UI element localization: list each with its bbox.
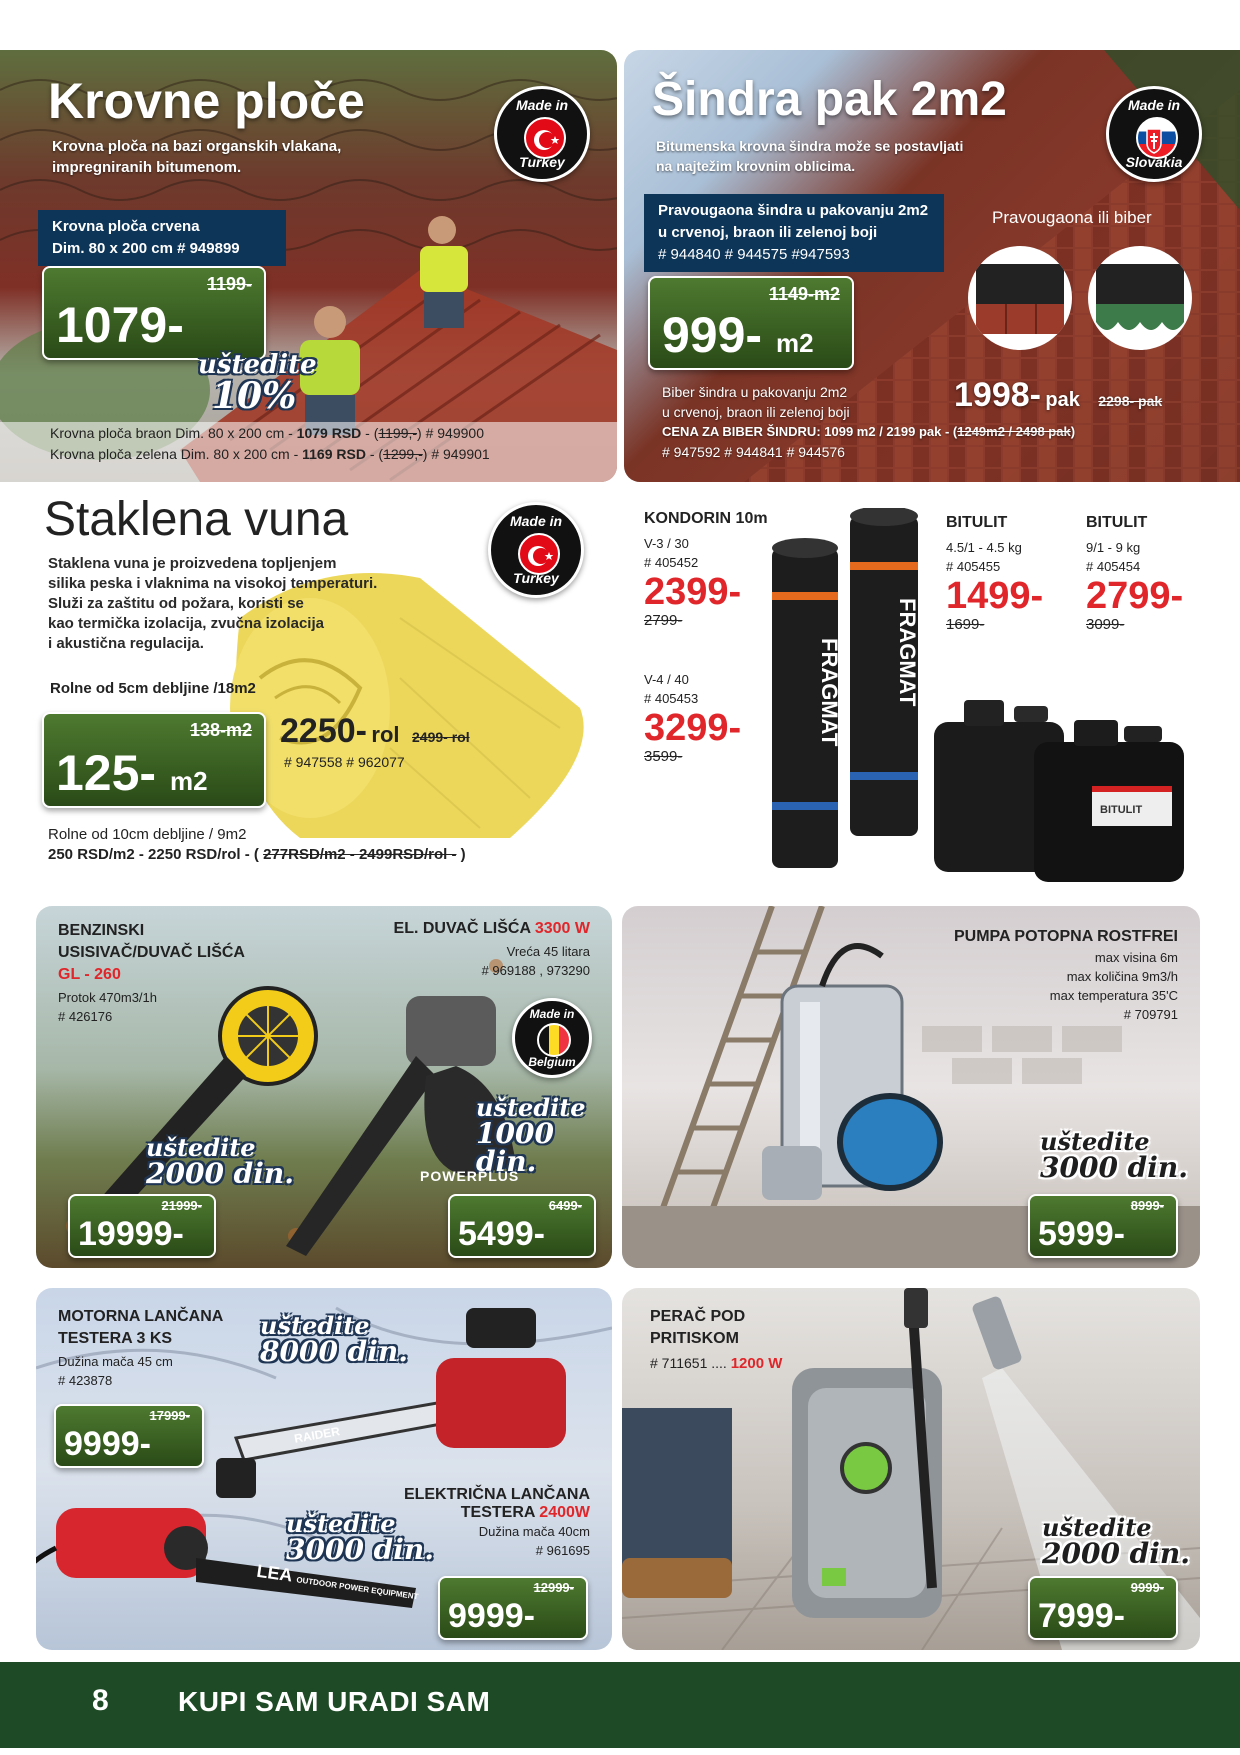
vuna-desc-line: Staklena vuna je proizvedena topljenjem [48, 555, 337, 572]
panel-staklena-vuna [0, 488, 620, 888]
vuna-price-box [42, 712, 266, 808]
panel-testera [36, 1288, 612, 1650]
bitulit-price-1: 1499- [946, 575, 1044, 617]
nozzle [971, 1295, 1023, 1371]
badge-made-in: Made in [515, 97, 569, 113]
vuna-desc-line: i akustična regulacija. [48, 635, 204, 652]
testera-title-1: MOTORNA LANČANA [58, 1308, 224, 1325]
rect-shingle-thumb [968, 246, 1072, 350]
el-duvac-price-box [448, 1194, 596, 1258]
made-in-turkey-badge [488, 502, 584, 598]
lea-brand-sub: OUTDOOR POWER EQUIPMENT [295, 1575, 419, 1602]
savings-value: 10% [212, 375, 297, 417]
powerplus-brand: POWERPLUS [420, 1168, 520, 1184]
bitulit-price-2: 2799- [1086, 575, 1184, 617]
variant-text: Krovna ploča zelena Dim. 80 x 200 cm - [50, 446, 303, 462]
badge-country: Slovakia [1125, 154, 1183, 170]
badge-made-in: Made in [509, 513, 563, 529]
savings-word: uštedite [1040, 1127, 1150, 1156]
belgium-flag-icon [537, 1023, 571, 1057]
price-unit: m2 [775, 328, 814, 358]
footer-bar [0, 1662, 1240, 1748]
shape-label: Pravougaona ili biber [992, 208, 1152, 227]
pumpa-savings [1040, 1127, 1188, 1184]
usisivac-model: GL - 260 [58, 966, 121, 983]
bitulit-info-2 [1086, 514, 1183, 633]
krovne-box-line-1: Krovna ploča crvena [52, 218, 200, 235]
kondorin-code-1: # 405452 [644, 555, 699, 570]
rol-price [280, 712, 470, 751]
savings-label [198, 350, 317, 417]
kondorin-variant-2: V-4 / 40 [644, 672, 689, 687]
perac-price-box [1028, 1576, 1178, 1640]
el-testera-mac: Dužina mača 40cm [478, 1524, 590, 1539]
price: 5999- [1038, 1215, 1125, 1253]
biber-codes: # 947592 # 944841 # 944576 [662, 444, 845, 460]
vuna-codes: # 947558 # 962077 [284, 754, 405, 770]
price-unit: m2 [169, 766, 208, 796]
price: 19999- [78, 1215, 184, 1253]
savings-value: 1000 din. [476, 1117, 554, 1178]
page-title-krovne: Krovne ploče [48, 73, 365, 129]
savings-word: uštedite [198, 350, 317, 380]
price-value: 125- [56, 745, 157, 801]
sindra-info-box [644, 194, 944, 272]
panel-pumpa [622, 906, 1200, 1268]
variant-code: ) # 949901 [422, 446, 490, 462]
slovakia-flag-icon [1136, 117, 1178, 159]
krovne-desc-1: Krovna ploča na bazi organskih vlakana, [52, 138, 342, 155]
biber-old-price: 1249m2 / 2498 pak [957, 424, 1071, 439]
usisivac-title [58, 920, 245, 986]
rolne-old-price: 277RSD/m2 - 2499RSD/rol - [263, 846, 457, 863]
kondorin-variant-1: V-3 / 30 [644, 536, 689, 551]
variant-text: - ( [361, 425, 379, 441]
usisivac-specs [58, 988, 157, 1026]
pak-old-price: 2298- pak [1098, 393, 1163, 409]
svg-text:FRAGMAT: FRAGMAT [895, 598, 920, 707]
bitulit-spec-1: 4.5/1 - 4.5 kg [946, 540, 1022, 555]
panel-sindra [624, 50, 1240, 482]
old-price: 6499- [548, 1198, 582, 1213]
savings-value: 3000 din. [286, 1533, 434, 1566]
sindra-desc-1: Bitumenska krovna šindra može se postavljati [656, 138, 964, 154]
biber-line-1: Biber šindra u pakovanju 2m2 [662, 384, 848, 400]
rolne-10cm-price [48, 846, 466, 863]
perac-watt: 1200 W [730, 1355, 783, 1372]
rolne-5cm-label: Rolne od 5cm debljine /18m2 [50, 680, 256, 697]
bitulit-title-1: BITULIT [946, 514, 1008, 531]
bitulit-title-2: BITULIT [1086, 514, 1148, 531]
perac-code: # 711651 .... [650, 1355, 731, 1371]
krovne-info-box [38, 210, 286, 266]
old-price: 1149-m2 [768, 284, 840, 304]
variant-text: - ( [365, 446, 384, 462]
old-price: 1199- [206, 274, 252, 294]
made-in-turkey-badge [494, 86, 590, 182]
bitulit-code-1: # 405455 [946, 559, 1001, 574]
testera-title [58, 1306, 223, 1350]
testera-mac: Dužina mača 45 cm [58, 1354, 173, 1369]
krovne-box-line-2: Dim. 80 x 200 cm # 949899 [52, 240, 240, 257]
perac-savings [1042, 1513, 1190, 1570]
savings-word: uštedite [146, 1133, 256, 1162]
krovne-price-box [42, 266, 266, 360]
turkey-flag-icon [524, 117, 566, 159]
variant-price: 1169 RSD [302, 446, 366, 462]
biber-price-line [662, 422, 1075, 442]
usisivac-price-box [68, 1194, 216, 1258]
bitulit-spec-2: 9/1 - 9 kg [1086, 540, 1141, 555]
savings-word: uštedite [286, 1509, 396, 1538]
kondorin-info-2 [644, 670, 741, 765]
el-testera-name: TESTERA [460, 1504, 540, 1521]
vuna-desc-line: Služi za zaštitu od požara, koristi se [48, 595, 304, 612]
price [662, 306, 814, 364]
old-price: 9999- [1130, 1580, 1164, 1595]
panel-kondorin-bitulit [624, 500, 1240, 890]
el-testera-watt: 2400W [539, 1504, 590, 1521]
price: 9999- [448, 1597, 535, 1635]
page-number: 8 [92, 1684, 109, 1717]
usisivac-protok: Protok 470m3/1h [58, 990, 158, 1005]
kondorin-price-1: 2399- [644, 571, 742, 613]
el-duvac-vreca: Vreća 45 litara [506, 944, 590, 959]
variant-old-price: 1199,- [378, 425, 418, 441]
bitulit-canister-label: BITULIT [1100, 804, 1143, 816]
variant-price: 1079 RSD [296, 425, 362, 441]
price: 1079- [56, 297, 184, 353]
bitulit-old-price-2: 3099- [1086, 616, 1125, 633]
krovne-desc-2: impregniranih bitumenom. [52, 159, 242, 176]
rol-price-unit: rol [371, 722, 400, 747]
rolne-price-text: ) [456, 846, 466, 863]
el-duvac-codes: # 969188 , 973290 [481, 963, 590, 978]
biber-price-text: ) [1070, 424, 1076, 439]
page-title-sindra: Šindra pak 2m2 [652, 73, 1007, 126]
old-price: 21999- [161, 1198, 202, 1213]
old-price: 17999- [149, 1408, 190, 1423]
washer-unit [792, 1288, 942, 1618]
savings-word: uštedite [476, 1093, 586, 1122]
biber-info [662, 382, 1075, 462]
el-testera-title-1: ELEKTRIČNA LANČANA [403, 1486, 590, 1503]
footer-slogan: KUPI SAM URADI SAM [178, 1686, 491, 1717]
badge-made-in: Made in [529, 1007, 575, 1021]
testera-savings [260, 1311, 408, 1368]
made-in-slovakia-badge [1106, 86, 1202, 182]
bitulit-info-1 [946, 514, 1043, 633]
lea-brand-name: LEA [255, 1560, 294, 1586]
made-in-belgium-badge [512, 998, 592, 1078]
usisivac-title-1: BENZINSKI [58, 922, 145, 939]
kondorin-old-price-2: 3599- [644, 748, 683, 765]
badge-made-in: Made in [1127, 97, 1181, 113]
submersible-pump [762, 946, 940, 1200]
vuna-desc-line: silika peska i vlaknima na visokoj temperaturi. [48, 575, 378, 592]
pumpa-code: # 709791 [1123, 1007, 1178, 1022]
sindra-desc-2: na najtežim krovnim oblicima. [656, 158, 856, 174]
el-duvac-specs [482, 942, 590, 980]
bitulit-code-2: # 405454 [1086, 559, 1141, 574]
kondorin-old-price-1: 2799- [644, 612, 683, 629]
panel-usisivac [36, 906, 612, 1268]
savings-value: 3000 din. [1040, 1151, 1188, 1184]
sindra-box-line-3: # 944840 # 944575 #947593 [658, 246, 850, 263]
worker-figure-2 [420, 216, 468, 328]
testera-price-box [54, 1404, 204, 1468]
testera-specs [58, 1352, 173, 1390]
el-testera-savings [286, 1509, 434, 1566]
pumpa-info [954, 928, 1178, 1024]
panel-perac [622, 1288, 1200, 1650]
el-duvac-watt: 3300 W [534, 920, 590, 937]
usisivac-title-2: USISIVAČ/DUVAČ LIŠĆA [58, 944, 245, 961]
badge-country: Turkey [513, 570, 559, 586]
el-duvac-name: EL. DUVAČ LIŠĆA [393, 920, 535, 937]
price [56, 744, 208, 802]
rolne-price-text: 250 RSD/m2 - 2250 RSD/rol - ( [48, 846, 264, 863]
kondorin-code-2: # 405453 [644, 691, 699, 706]
bitulit-old-price-1: 1699- [946, 616, 985, 633]
pumpa-price-box [1028, 1194, 1178, 1258]
perac-title-2: PRITISKOM [650, 1330, 739, 1347]
vuna-description [48, 554, 377, 654]
testera-code: # 423878 [58, 1373, 113, 1388]
rol-price-value: 2250- [280, 712, 367, 750]
raider-brand: RAIDER [293, 1424, 341, 1446]
biber-line-2: u crvenoj, braon ili zelenoj boji [662, 404, 850, 420]
rolne-10cm-label: Rolne od 10cm debljine / 9m2 [48, 826, 247, 843]
pumpa-spec: max visina 6m [1094, 950, 1178, 965]
kondorin-title: KONDORIN 10m [644, 510, 768, 527]
bitulit-canister-image [924, 686, 1224, 886]
el-duvac-savings [476, 1093, 612, 1178]
rol-old-price: 2499- rol [412, 729, 470, 745]
pumpa-spec: max količina 9m3/h [1066, 969, 1178, 984]
savings-value: 2000 din. [1042, 1537, 1190, 1570]
variant-text: Krovna ploča braon Dim. 80 x 200 cm - [50, 425, 297, 441]
fragmat-rolls-image [764, 508, 944, 878]
el-testera-price-box [438, 1576, 588, 1640]
price: 9999- [64, 1425, 151, 1463]
svg-text:FRAGMAT: FRAGMAT [817, 638, 842, 747]
el-testera-code: # 961695 [535, 1543, 590, 1558]
kondorin-price-2: 3299- [644, 707, 742, 749]
usisivac-savings [146, 1133, 294, 1190]
price: 7999- [1038, 1597, 1125, 1635]
pumpa-title: PUMPA POTOPNA ROSTFREI [953, 928, 1178, 945]
savings-word: uštedite [260, 1311, 370, 1340]
pak-price-value: 1998- [954, 376, 1041, 414]
pak-price-unit: pak [1045, 389, 1080, 411]
savings-value: 8000 din. [260, 1335, 408, 1368]
biber-shingle-thumb [1088, 246, 1192, 350]
sindra-box-line-2: u crvenoj, braon ili zelenoj boji [658, 224, 878, 241]
usisivac-code: # 426176 [58, 1009, 113, 1024]
biber-price-text: CENA ZA BIBER ŠINDRU: 1099 m2 / 2199 pak - ( [662, 424, 958, 439]
krovne-variant-zelena [50, 445, 490, 464]
savings-value: 2000 din. [146, 1157, 294, 1190]
vuna-desc-line: kao termička izolacija, zvučna izolacija [48, 615, 324, 632]
old-price: 12999- [533, 1580, 574, 1595]
kondorin-info [644, 510, 768, 629]
savings-word: uštedite [1042, 1513, 1152, 1542]
variant-old-price: 1299,- [383, 446, 423, 462]
perac-title-1: PERAČ POD [650, 1308, 746, 1325]
testera-title-2: TESTERA 3 KS [58, 1330, 173, 1347]
worker-legs [622, 1408, 732, 1598]
perac-code-line [650, 1354, 782, 1373]
panel-krovne-ploce [0, 50, 617, 482]
el-duvac-title [394, 920, 590, 938]
turkey-flag-icon [518, 533, 560, 575]
pumpa-spec: max temperatura 35'C [1049, 988, 1178, 1003]
krovne-variant-braon [50, 424, 484, 443]
price: 5499- [458, 1215, 545, 1253]
price-value: 999- [662, 307, 763, 363]
badge-country: Turkey [519, 154, 565, 170]
old-price: 138-m2 [189, 720, 252, 740]
badge-country: Belgium [528, 1055, 576, 1069]
old-price: 8999- [1130, 1198, 1164, 1213]
variant-code: ) # 949900 [417, 425, 484, 441]
sindra-box-line-1: Pravougaona šindra u pakovanju 2m2 [658, 202, 929, 219]
perac-title [650, 1306, 745, 1350]
page-title-staklena: Staklena vuna [44, 493, 349, 546]
sindra-price-box [648, 276, 854, 370]
